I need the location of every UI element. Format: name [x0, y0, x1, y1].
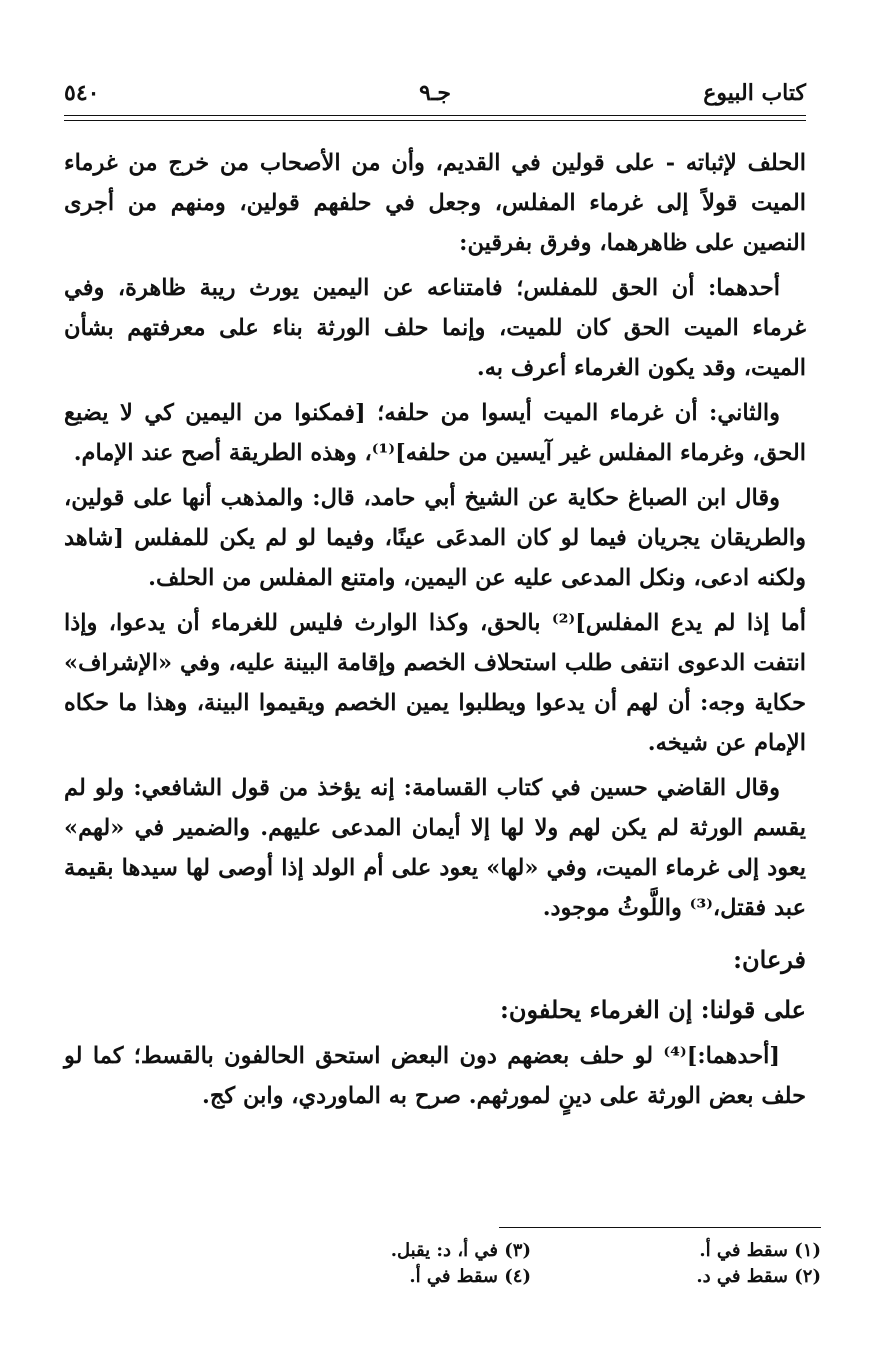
footnote-1: (١) سقط في أ. [699, 1240, 821, 1261]
footnotes [261, 1240, 821, 1288]
paragraph-4: وقال ابن الصباغ حكاية عن الشيخ أبي حامد، قال: والمذهب أنها على قولين، والطريقان يجريان فيما لو كان المدعَى عينًا، وفيما لو لم يكن للمفلس [شاهد ولكنه ادعى، ونكل المدعى عليه عن اليمين، وامتنع المفلس من الحلف. [64, 485, 806, 591]
page-number: ٥٤٠ [64, 80, 100, 106]
paragraph-6: وقال القاضي حسين في كتاب القسامة: إنه يؤخذ من قول الشافعي: ولو لم يقسم الورثة لم يكن لهم ولا لها إلا أيمان المدعى عليهم. والضمير في «لهم» يعود إلى غرماء الميت، وفي «لها» يعود على أم الولد إذا أوصى لها سيدها بقيمة عبد فقتل،⁽³⁾ واللَّوثُ موجود. [64, 775, 806, 921]
paragraph-5: أما إذا لم يدع المفلس]⁽²⁾ بالحق، وكذا الوارث فليس للغرماء أن يدعوا، وإذا انتفت الدعوى انتفى طلب استحلاف الخصم وإقامة البينة عليه، وفي «الإشراف» حكاية وجه: أن لهم أن يدعوا ويطلبوا يمين الخصم ويقيموا البينة، وهذا ما حكاه الإمام عن شيخه. [64, 610, 806, 756]
section-heading: فرعان: [733, 945, 806, 974]
header-rule-secondary [64, 120, 806, 121]
subsection-heading: على قولنا: إن الغرماء يحلفون: [500, 995, 806, 1024]
footnote-4: (٤) سقط في أ. [409, 1266, 531, 1287]
footnote-rule [499, 1227, 821, 1228]
paragraph-2: أحدهما: أن الحق للمفلس؛ فامتناعه عن اليمين يورث ريبة ظاهرة، وفي غرماء الميت الحق كان للميت، وإنما حلف الورثة بناء على معرفتهم بشأن الميت، وقد يكون الغرماء أعرف به. [64, 275, 806, 381]
book-title: كتاب البيوع [703, 80, 806, 106]
running-header [64, 78, 806, 108]
footnote-2: (٢) سقط في د. [696, 1266, 821, 1287]
paragraph-7: [أحدهما:]⁽⁴⁾ لو حلف بعضهم دون البعض استحق الحالفون بالقسط؛ كما لو حلف بعض الورثة على دينٍ لمورثهم. صرح به الماوردي، وابن كج. [64, 1043, 806, 1109]
footnote-3: (٣) في أ، د: يقبل. [390, 1240, 531, 1261]
paragraph-3: والثاني: أن غرماء الميت أيسوا من حلفه؛ [فمكنوا من اليمين كي لا يضيع الحق، وغرماء المفلس غير آيسين من حلفه]⁽¹⁾، وهذه الطريقة أصح عند الإمام. [64, 400, 806, 466]
volume-label: جـ٩ [419, 80, 451, 106]
header-rule [64, 115, 806, 116]
paragraph-1: الحلف لإثباته - على قولين في القديم، وأن من الأصحاب من خرج من غرماء الميت قولاً إلى غرماء المفلس، وجعل في حلفهم قولين، ومنهم من أجرى النصين على ظاهرهما، وفرق بفرقين: [64, 150, 806, 256]
main-text [64, 143, 806, 1121]
